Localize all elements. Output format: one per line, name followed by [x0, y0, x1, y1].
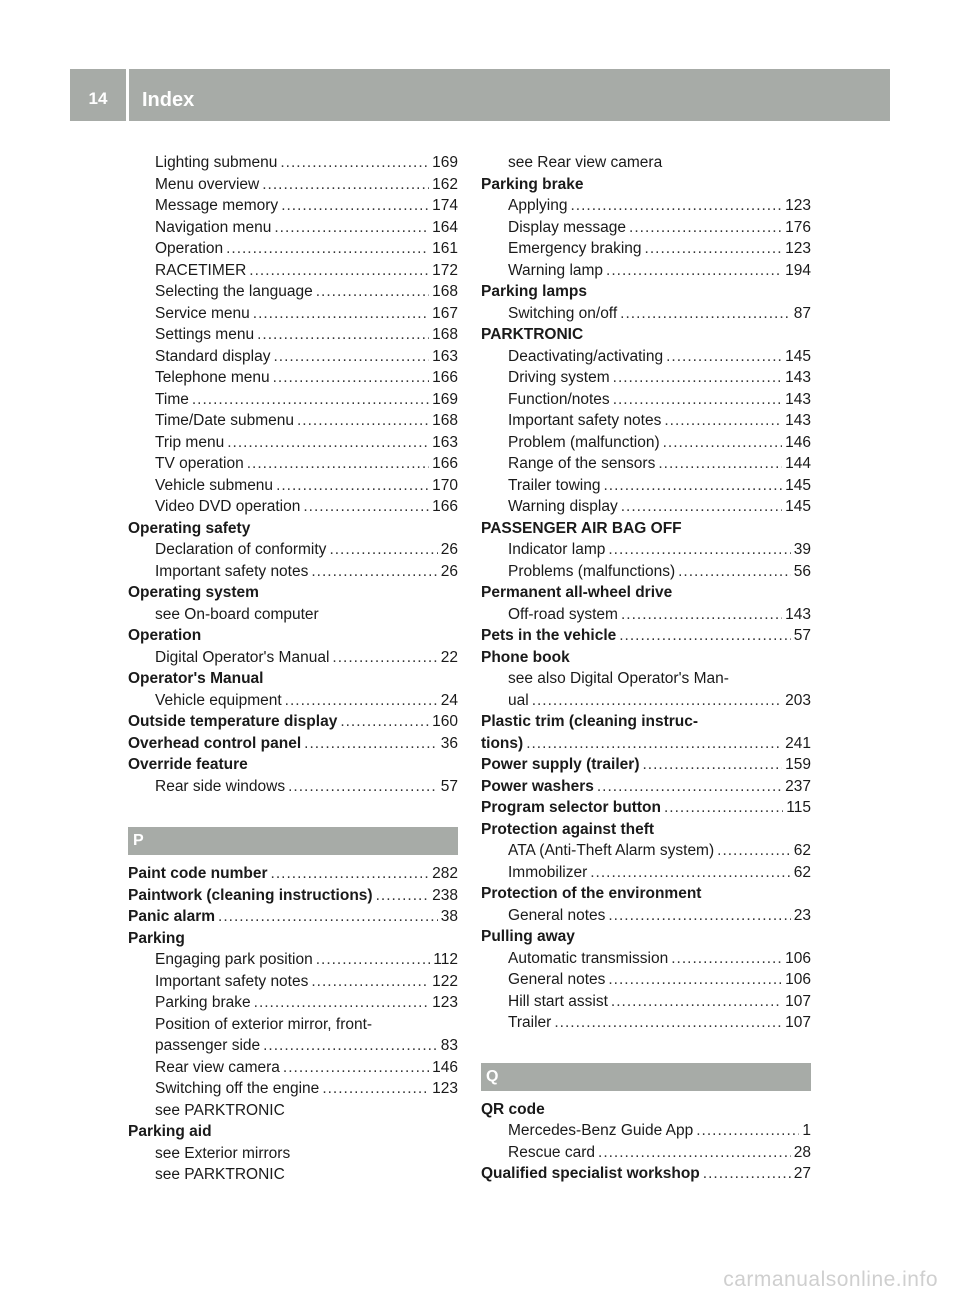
index-entry: see PARKTRONIC: [155, 1101, 285, 1119]
index-heading: Operating system: [128, 584, 259, 601]
index-heading: Permanent all-wheel drive: [481, 584, 673, 601]
index-entry: Off-road system ..... 143: [481, 604, 811, 626]
index-entry: Program selector button ..... 115: [481, 797, 811, 819]
index-entry: Navigation menu ..... 164: [128, 217, 458, 239]
index-heading: PARKTRONIC: [481, 326, 584, 343]
index-entry: Lighting submenu ..... 169: [128, 152, 458, 174]
index-entry: Trip menu ..... 163: [128, 432, 458, 454]
index-entry: see On-board computer: [155, 605, 319, 623]
index-entry: Mercedes-Benz Guide App ..... 1: [481, 1120, 811, 1142]
index-entry: Driving system ..... 143: [481, 367, 811, 389]
index-entry: Selecting the language ..... 168: [128, 281, 458, 303]
index-heading: Protection against theft: [481, 820, 655, 838]
watermark: carmanualsonline.info: [723, 1268, 938, 1291]
index-entry: Power washers ..... 237: [481, 776, 811, 798]
header-divider: [126, 69, 129, 121]
index-heading: Parking aid: [128, 1123, 212, 1140]
index-entry: Automatic transmission ..... 106: [481, 948, 811, 970]
index-heading: QR code: [481, 1100, 545, 1118]
index-heading: Parking lamps: [481, 283, 587, 300]
index-entry: Power supply (trailer) ..... 159: [481, 754, 811, 776]
index-entry: Engaging park position ..... 112: [128, 949, 458, 971]
index-heading: Protection of the environment: [481, 885, 702, 902]
index-entry: Important safety notes ..... 26: [128, 561, 458, 583]
index-entry: Overhead control panel ..... 36: [128, 733, 458, 755]
index-entry: Rear view camera ..... 146: [128, 1057, 458, 1079]
index-heading: Operator's Manual: [128, 670, 264, 687]
index-entry: Standard display ..... 163: [128, 346, 458, 368]
page-header: [70, 69, 890, 121]
index-entry: Problems (malfunctions) ..... 56: [481, 561, 811, 583]
index-entry: Video DVD operation ..... 166: [128, 496, 458, 518]
index-entry: Function/notes ..... 143: [481, 389, 811, 411]
section-letter-q: Q: [481, 1063, 811, 1091]
index-entry: ual ..... 203: [481, 690, 811, 712]
index-entry: Service menu ..... 167: [128, 303, 458, 325]
index-entry: Emergency braking ..... 123: [481, 238, 811, 260]
index-entry: Indicator lamp ..... 39: [481, 539, 811, 561]
index-entry: Outside temperature display ..... 160: [128, 711, 458, 733]
index-entry: Position of exterior mirror, front-: [155, 1015, 373, 1033]
index-heading: Parking brake: [481, 175, 584, 193]
index-entry: Message memory ..... 174: [128, 195, 458, 217]
index-entry: Menu overview ..... 162: [128, 174, 458, 196]
index-entry: Range of the sensors ..... 144: [481, 453, 811, 475]
index-entry: Warning display ..... 145: [481, 496, 811, 518]
index-entry: Applying ..... 123: [481, 195, 811, 217]
index-entry: Settings menu ..... 168: [128, 324, 458, 346]
index-entry: see PARKTRONIC: [155, 1166, 285, 1183]
index-heading: Operation: [128, 627, 202, 644]
page-title: Index: [142, 89, 195, 111]
index-heading: Pulling away: [481, 928, 575, 945]
index-entry: Digital Operator's Manual ..... 22: [128, 647, 458, 669]
index-entry: Time ..... 169: [128, 389, 458, 411]
index-column-left: [128, 152, 458, 1186]
index-heading: Plastic trim (cleaning instruc-: [481, 713, 699, 730]
index-entry: see also Digital Operator's Man-: [508, 670, 729, 687]
index-entry: ATA (Anti-Theft Alarm system) ..... 62: [481, 840, 811, 862]
index-entry: Vehicle submenu ..... 170: [128, 475, 458, 497]
index-entry: Parking brake ..... 123: [128, 992, 458, 1014]
index-entry: Declaration of conformity ..... 26: [128, 539, 458, 561]
index-entry: Operation ..... 161: [128, 238, 458, 260]
index-entry: Qualified specialist workshop ..... 27: [481, 1163, 811, 1185]
index-entry: Paintwork (cleaning instructions) ..... 238: [128, 885, 458, 907]
section-letter-p: P: [128, 827, 458, 855]
index-entry: Switching off the engine ..... 123: [128, 1078, 458, 1100]
index-entry: Important safety notes ..... 143: [481, 410, 811, 432]
index-entry: General notes ..... 23: [481, 905, 811, 927]
index-entry: General notes ..... 106: [481, 969, 811, 991]
index-entry: Rescue card ..... 28: [481, 1142, 811, 1164]
index-entry: Paint code number ..... 282: [128, 863, 458, 885]
index-heading: Operating safety: [128, 519, 251, 537]
index-entry: passenger side ..... 83: [128, 1035, 458, 1057]
index-entry: Vehicle equipment ..... 24: [128, 690, 458, 712]
index-entry: see Exterior mirrors: [155, 1144, 291, 1162]
index-entry: RACETIMER ..... 172: [128, 260, 458, 282]
index-entry: Panic alarm ..... 38: [128, 906, 458, 928]
index-heading: Phone book: [481, 648, 570, 666]
index-entry: Display message ..... 176: [481, 217, 811, 239]
index-heading: PASSENGER AIR BAG OFF: [481, 519, 682, 537]
index-entry: Time/Date submenu ..... 168: [128, 410, 458, 432]
index-entry: TV operation ..... 166: [128, 453, 458, 475]
index-entry: Problem (malfunction) ..... 146: [481, 432, 811, 454]
index-heading: Parking: [128, 929, 185, 947]
index-entry: Trailer ..... 107: [481, 1012, 811, 1034]
index-entry: Telephone menu ..... 166: [128, 367, 458, 389]
index-entry: Hill start assist ..... 107: [481, 991, 811, 1013]
index-entry: Switching on/off ..... 87: [481, 303, 811, 325]
index-entry: Pets in the vehicle ..... 57: [481, 625, 811, 647]
index-entry: Deactivating/activating ..... 145: [481, 346, 811, 368]
index-entry: Important safety notes ..... 122: [128, 971, 458, 993]
index-entry: Rear side windows ..... 57: [128, 776, 458, 798]
index-column-right: [481, 152, 811, 1185]
index-heading: Override feature: [128, 756, 248, 773]
index-entry: tions) ..... 241: [481, 733, 811, 755]
index-entry: Immobilizer ..... 62: [481, 862, 811, 884]
page-number: 14: [88, 89, 108, 108]
index-entry: Warning lamp ..... 194: [481, 260, 811, 282]
index-entry: see Rear view camera: [508, 154, 663, 171]
index-entry: Trailer towing ..... 145: [481, 475, 811, 497]
